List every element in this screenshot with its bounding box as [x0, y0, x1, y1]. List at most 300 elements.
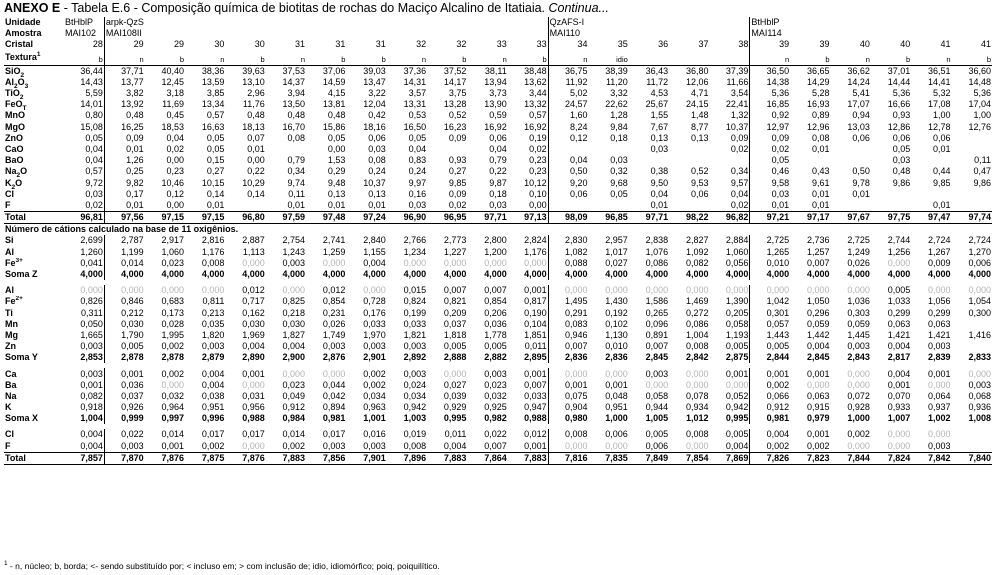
table-cell: 0,048 [605, 390, 628, 401]
row-label-text: Ba [5, 379, 17, 390]
row-label-text: O [15, 177, 23, 188]
oxide-row [4, 77, 992, 88]
table-cell: 0,001 [161, 440, 185, 451]
table-cell: 0,057 [750, 319, 790, 330]
table-cell: 0,004 [282, 341, 306, 352]
table-cell: 0,00 [166, 199, 185, 210]
table-cell: 0,996 [201, 413, 225, 424]
table-cell: 0,000 [484, 257, 507, 268]
table-cell: 98,09 [548, 212, 588, 224]
table-cell: 1,130 [605, 329, 628, 340]
table-cell: 97,71 [629, 212, 669, 224]
table-cell: 0,000 [548, 285, 588, 296]
table-cell: 3,82 [104, 88, 144, 99]
table-cell: 0,000 [104, 285, 144, 296]
table-cell: 0,016 [363, 429, 386, 440]
table-cell: 2,878 [161, 352, 185, 363]
table-cell: 38,36 [201, 65, 225, 76]
table-cell: 37,36 [403, 65, 427, 76]
table-cell: 0,04 [650, 188, 669, 199]
table-cell: 2,839 [928, 352, 951, 363]
table-cell: 0,004 [80, 429, 103, 440]
table-cell: 0,01 [812, 143, 830, 154]
table-cell: 0,04 [85, 155, 103, 166]
table-cell: 0,02 [529, 143, 547, 154]
table-cell: 0,003 [201, 341, 225, 352]
row-label-text: Unidade [5, 17, 41, 28]
table-cell: 0,06 [690, 188, 709, 199]
table-cell: 0,082 [80, 390, 103, 401]
table-cell: 2,882 [484, 352, 507, 363]
table-cell: 2,725 [847, 235, 870, 246]
table-cell [548, 200, 588, 212]
table-cell: 0,032 [161, 390, 185, 401]
table-cell: 2,724 [928, 235, 951, 246]
table-cell: 0,01 [206, 199, 225, 210]
table-cell: 2,725 [750, 235, 790, 246]
table-cell: 13,34 [201, 99, 225, 110]
cation-row [4, 330, 992, 341]
table-cell: 4,71 [690, 88, 709, 99]
table-cell: 0,000 [403, 257, 427, 268]
table-cell: 0,14 [206, 188, 225, 199]
table-cell: 0,272 [685, 307, 709, 318]
table-cell: 13,32 [524, 99, 547, 110]
table-cell: 0,01 [933, 199, 951, 210]
table-cell: n [185, 51, 225, 66]
table-cell [952, 189, 992, 200]
table-cell: 0,94 [852, 110, 870, 121]
table-cell: b [346, 51, 386, 66]
row-label-text: ZnO [5, 132, 23, 143]
table-cell: 0,068 [968, 390, 991, 401]
table-cell: 1,004 [80, 413, 103, 424]
table-cell: 38 [738, 39, 749, 50]
row-label [4, 122, 64, 133]
table-cell: 0,981 [322, 413, 346, 424]
table-cell: 38,11 [484, 65, 507, 76]
table-cell: MAI114 [750, 28, 790, 39]
table-cell: 0,02 [448, 199, 467, 210]
table-cell: 0,23 [529, 155, 547, 166]
table-cell: 31 [335, 39, 346, 50]
table-cell [952, 28, 992, 39]
table-cell: 7,896 [387, 452, 427, 464]
table-cell [346, 17, 386, 28]
table-cell: 2,773 [443, 235, 467, 246]
table-cell: 0,995 [725, 413, 749, 424]
row-label-text: Cl [5, 429, 14, 440]
table-cell: 0,033 [363, 318, 386, 329]
table-cell: 0,15 [206, 155, 225, 166]
table-cell: 11,76 [242, 99, 265, 110]
table-cell: 1,818 [443, 329, 467, 340]
table-cell: 2,875 [725, 352, 749, 363]
table-cell: 0,190 [524, 307, 547, 318]
table-cell: 0,928 [847, 402, 870, 413]
table-cell: 1,790 [104, 330, 144, 341]
table-cell: 16,70 [282, 121, 306, 132]
table-cell: b [145, 51, 185, 66]
table-cell: 0,049 [282, 390, 306, 401]
table-cell: 97,75 [871, 212, 911, 224]
cation-row [4, 247, 992, 258]
table-cell: 2,888 [443, 352, 467, 363]
table-cell: 0,57 [206, 110, 225, 121]
table-cell: 4,000 [242, 269, 265, 280]
table-cell [952, 144, 992, 155]
table-cell: 0,00 [327, 143, 346, 154]
table-cell: 0,981 [750, 413, 790, 424]
table-cell: 1,995 [161, 329, 185, 340]
table-cell: 0,063 [887, 318, 911, 329]
table-cell: 37,01 [887, 65, 911, 76]
table-cell: 0,23 [529, 166, 547, 177]
table-cell: 0,80 [85, 110, 103, 121]
table-cell: 35 [617, 39, 628, 50]
table-cell: 0,296 [807, 307, 830, 318]
table-cell: 1,008 [968, 413, 991, 424]
row-label [4, 155, 64, 166]
table-cell: 0,030 [242, 318, 265, 329]
table-cell: 0,008 [685, 341, 709, 352]
table-cell [911, 17, 951, 28]
table-cell: 1,092 [685, 246, 709, 257]
table-cell: 0,13 [327, 188, 346, 199]
row-label-text: MgO [5, 121, 25, 132]
table-cell [952, 200, 992, 212]
header-row-unidade [4, 17, 992, 28]
table-cell: 0,38 [650, 166, 669, 177]
table-cell [588, 28, 628, 39]
table-cell: 0,59 [489, 110, 507, 121]
table-cell: 9,58 [750, 177, 790, 188]
table-cell: 0,000 [80, 285, 103, 296]
table-cell [669, 17, 709, 28]
table-cell: 0,002 [201, 440, 225, 451]
table-cell: 0,000 [282, 368, 306, 379]
table-cell: 0,002 [750, 441, 790, 453]
table-cell: 0,000 [443, 257, 467, 268]
table-cell: 7,875 [185, 452, 225, 464]
table-cell: 0,92 [750, 110, 790, 121]
table-cell: 0,012 [242, 285, 265, 296]
table-cell: n [266, 51, 306, 66]
table-cell [952, 319, 992, 330]
table-cell: 16,92 [524, 121, 547, 132]
table-cell: 0,03 [892, 155, 911, 166]
row-label-subscript: 3 [24, 82, 29, 88]
row-label [4, 391, 64, 402]
table-cell: 2,845 [645, 352, 669, 363]
table-cell: 0,000 [685, 368, 709, 379]
table-cell: 40 [900, 39, 911, 50]
table-cell: 0,988 [242, 413, 265, 424]
table-cell: 0,192 [605, 307, 628, 318]
table-cell [871, 17, 911, 28]
table-cell: 9,87 [489, 177, 507, 188]
table-cell: 3,94 [287, 88, 306, 99]
row-label [4, 247, 64, 258]
table-cell: 1,430 [605, 296, 628, 307]
sum-row [4, 352, 992, 363]
table-cell: 1,005 [645, 413, 669, 424]
table-cell: 12,97 [750, 122, 790, 133]
table-cell: 10,46 [161, 177, 185, 188]
table-cell: 0,014 [104, 258, 144, 269]
table-cell: n [750, 51, 790, 66]
table-cell: 1,243 [282, 246, 306, 257]
table-cell: 4,000 [322, 269, 346, 280]
table-cell: 0,231 [322, 307, 346, 318]
table-cell: 0,007 [807, 257, 830, 268]
table-cell: 0,06 [852, 132, 870, 143]
row-label [4, 17, 64, 28]
table-cell: 1,176 [201, 246, 225, 257]
table-cell: 11,92 [548, 77, 588, 88]
table-cell [831, 200, 871, 212]
table-cell: 0,212 [104, 308, 144, 319]
table-cell: 0,000 [847, 379, 870, 390]
table-cell: 16,25 [104, 122, 144, 133]
table-cell: 97,13 [508, 212, 548, 224]
table-cell: 1,000 [847, 413, 870, 424]
table-cell: 0,010 [605, 341, 628, 352]
table-cell: 0,03 [408, 199, 427, 210]
table-cell: 97,67 [831, 212, 871, 224]
table-cell: 13,92 [104, 99, 144, 110]
table-cell: 14,43 [80, 76, 103, 87]
table-cell: 1,26 [104, 155, 144, 166]
table-cell: 97,24 [346, 212, 386, 224]
table-cell: 0,979 [807, 413, 830, 424]
cation-row [4, 429, 992, 440]
table-cell: 7,854 [669, 452, 709, 464]
table-cell: 0,003 [484, 368, 507, 379]
table-cell: 0,022 [104, 429, 144, 440]
row-label-text: Soma Y [5, 352, 38, 363]
table-cell: 0,27 [448, 166, 467, 177]
table-cell: 0,066 [750, 391, 790, 402]
table-cell: 1,969 [242, 329, 265, 340]
table-cell: 1,32 [730, 110, 749, 121]
row-label [4, 269, 64, 280]
row-label-text: K [5, 177, 12, 188]
table-cell: 0,005 [887, 285, 911, 296]
table-cell: 0,000 [242, 379, 265, 390]
table-cell: 0,05 [610, 188, 628, 199]
table-cell: 34 [548, 39, 588, 50]
row-label [4, 285, 64, 296]
table-cell: 7,857 [64, 452, 104, 464]
table-cell: 2,699 [80, 235, 103, 246]
table-cell: 0,000 [807, 285, 830, 296]
table-cell: 0,825 [282, 296, 306, 307]
table-cell: 14,17 [443, 76, 467, 87]
table-cell: 4,000 [685, 269, 709, 280]
table-cell: 31 [295, 39, 306, 50]
row-label-text: F [5, 440, 11, 451]
table-cell: 1,28 [610, 110, 628, 121]
row-label-text: Cristal [5, 39, 34, 50]
table-cell: 18,13 [242, 121, 265, 132]
table-cell: 0,004 [443, 440, 467, 451]
row-label [4, 144, 64, 155]
table-cell: 0,038 [201, 390, 225, 401]
table-cell: 1,421 [887, 329, 911, 340]
table-cell: 0,03 [650, 143, 669, 154]
table-cell: 0,000 [725, 285, 749, 296]
table-cell: 0,024 [403, 379, 427, 390]
table-cell: 0,728 [363, 296, 386, 307]
table-cell: 0,05 [892, 143, 911, 154]
table-cell: 0,082 [685, 257, 709, 268]
table-cell: 4,000 [403, 269, 427, 280]
table-cell: 0,01 [247, 143, 265, 154]
table-title [4, 0, 609, 16]
table-cell: 9,85 [933, 177, 951, 188]
table-cell: 0,004 [887, 368, 911, 379]
table-cell: 0,005 [725, 429, 749, 440]
cation-row [4, 441, 992, 453]
row-label-text: Textura [5, 52, 37, 63]
table-cell: 0,964 [161, 402, 185, 413]
title-continua: Continua... [548, 1, 609, 15]
row-label [4, 452, 64, 464]
table-cell: 0,000 [605, 368, 628, 379]
table-cell: 37,52 [443, 65, 467, 76]
table-cell: 1,200 [484, 246, 507, 257]
oxide-row [4, 177, 992, 188]
table-cell: 0,007 [484, 285, 507, 296]
table-cell: 1,469 [685, 296, 709, 307]
table-cell: n [104, 51, 144, 66]
table-cell: 12,04 [363, 99, 386, 110]
table-cell: 97,21 [750, 212, 790, 224]
table-cell: 0,004 [201, 368, 225, 379]
table-cell: 0,05 [206, 143, 225, 154]
table-cell: 1,056 [928, 296, 951, 307]
table-cell [831, 17, 871, 28]
table-cell: 4,000 [847, 269, 870, 280]
table-cell: 4,000 [443, 269, 467, 280]
table-cell: 0,891 [645, 329, 669, 340]
table-cell: 1,155 [363, 246, 386, 257]
table-cell: 0,18 [610, 132, 628, 143]
table-cell: 97,47 [911, 212, 951, 224]
table-cell: 40 [859, 39, 870, 50]
table-cell: 0,000 [928, 285, 951, 296]
row-label [4, 296, 64, 307]
table-cell: 16,92 [484, 121, 507, 132]
table-cell: 97,56 [104, 212, 144, 224]
table-cell: 24,57 [548, 99, 588, 110]
table-cell: 0,023 [484, 379, 507, 390]
table-cell: 1,060 [161, 246, 185, 257]
row-label [4, 308, 64, 319]
table-cell: 0,301 [750, 308, 790, 319]
table-cell: 3,57 [408, 88, 427, 99]
table-cell: 22,62 [605, 99, 628, 110]
header-row-textura [4, 51, 992, 66]
table-cell: 16,23 [443, 121, 467, 132]
row-label [4, 380, 64, 391]
table-cell: 14,24 [847, 76, 870, 87]
table-cell: 39 [819, 39, 830, 50]
table-cell: 0,27 [206, 166, 225, 177]
table-cell: 0,683 [161, 296, 185, 307]
table-cell: 0,000 [645, 379, 669, 390]
table-cell: 0,005 [104, 341, 144, 352]
table-cell: 0,000 [548, 441, 588, 453]
table-cell: 4,000 [80, 269, 103, 280]
table-cell [266, 17, 306, 28]
table-cell: 11,20 [605, 76, 628, 87]
table-cell: 0,034 [363, 390, 386, 401]
table-cell: 2,878 [104, 352, 144, 363]
table-cell: 0,50 [548, 166, 588, 177]
table-cell: 5,36 [750, 88, 790, 99]
table-cell: 39 [750, 39, 790, 50]
table-cell: 0,017 [322, 429, 346, 440]
table-cell: 0,104 [524, 318, 547, 329]
footnote-marker: 1 [4, 560, 8, 568]
table-cell: 0,001 [548, 380, 588, 391]
table-cell: 0,000 [242, 257, 265, 268]
table-cell: 0,014 [282, 429, 306, 440]
table-cell: 9,53 [690, 177, 709, 188]
table-cell: 0,999 [104, 413, 144, 424]
table-cell: 36,60 [968, 65, 991, 76]
table-cell: 36,51 [928, 65, 951, 76]
table-cell: 0,05 [750, 155, 790, 166]
table-cell: 14,44 [887, 76, 911, 87]
table-cell: 0,000 [685, 285, 709, 296]
table-cell: 0,058 [645, 390, 669, 401]
table-cell: 0,926 [104, 402, 144, 413]
table-cell: 0,942 [725, 402, 749, 413]
table-cell: 0,000 [847, 440, 870, 451]
table-cell: 96,80 [225, 212, 265, 224]
table-cell: b [790, 51, 830, 66]
table-cell: 0,265 [645, 307, 669, 318]
table-cell: 0,000 [443, 368, 467, 379]
table-cell: 36,62 [847, 65, 870, 76]
table-cell: 30 [254, 39, 265, 50]
table-cell: 0,912 [750, 402, 790, 413]
table-cell: 1,267 [928, 246, 951, 257]
row-label-text: K [5, 402, 12, 413]
table-cell [467, 17, 507, 28]
row-label [4, 28, 64, 39]
table-cell: 1,416 [968, 329, 991, 340]
table-cell: 0,06 [368, 132, 386, 143]
table-cell: b [508, 51, 548, 66]
table-cell: 0,02 [85, 199, 103, 210]
table-cell: 8,77 [690, 121, 709, 132]
sum-row [4, 269, 992, 280]
table-cell: 0,205 [725, 307, 749, 318]
table-cell: 97,71 [467, 212, 507, 224]
table-cell [710, 155, 750, 166]
table-cell: 0,09 [730, 132, 749, 143]
oxide-row [4, 155, 992, 166]
table-cell: 33 [536, 39, 547, 50]
oxide-total-row [4, 212, 992, 224]
table-cell: 2,833 [968, 352, 991, 363]
table-cell: 0,03 [368, 143, 386, 154]
table-cell: 96,81 [64, 212, 104, 224]
